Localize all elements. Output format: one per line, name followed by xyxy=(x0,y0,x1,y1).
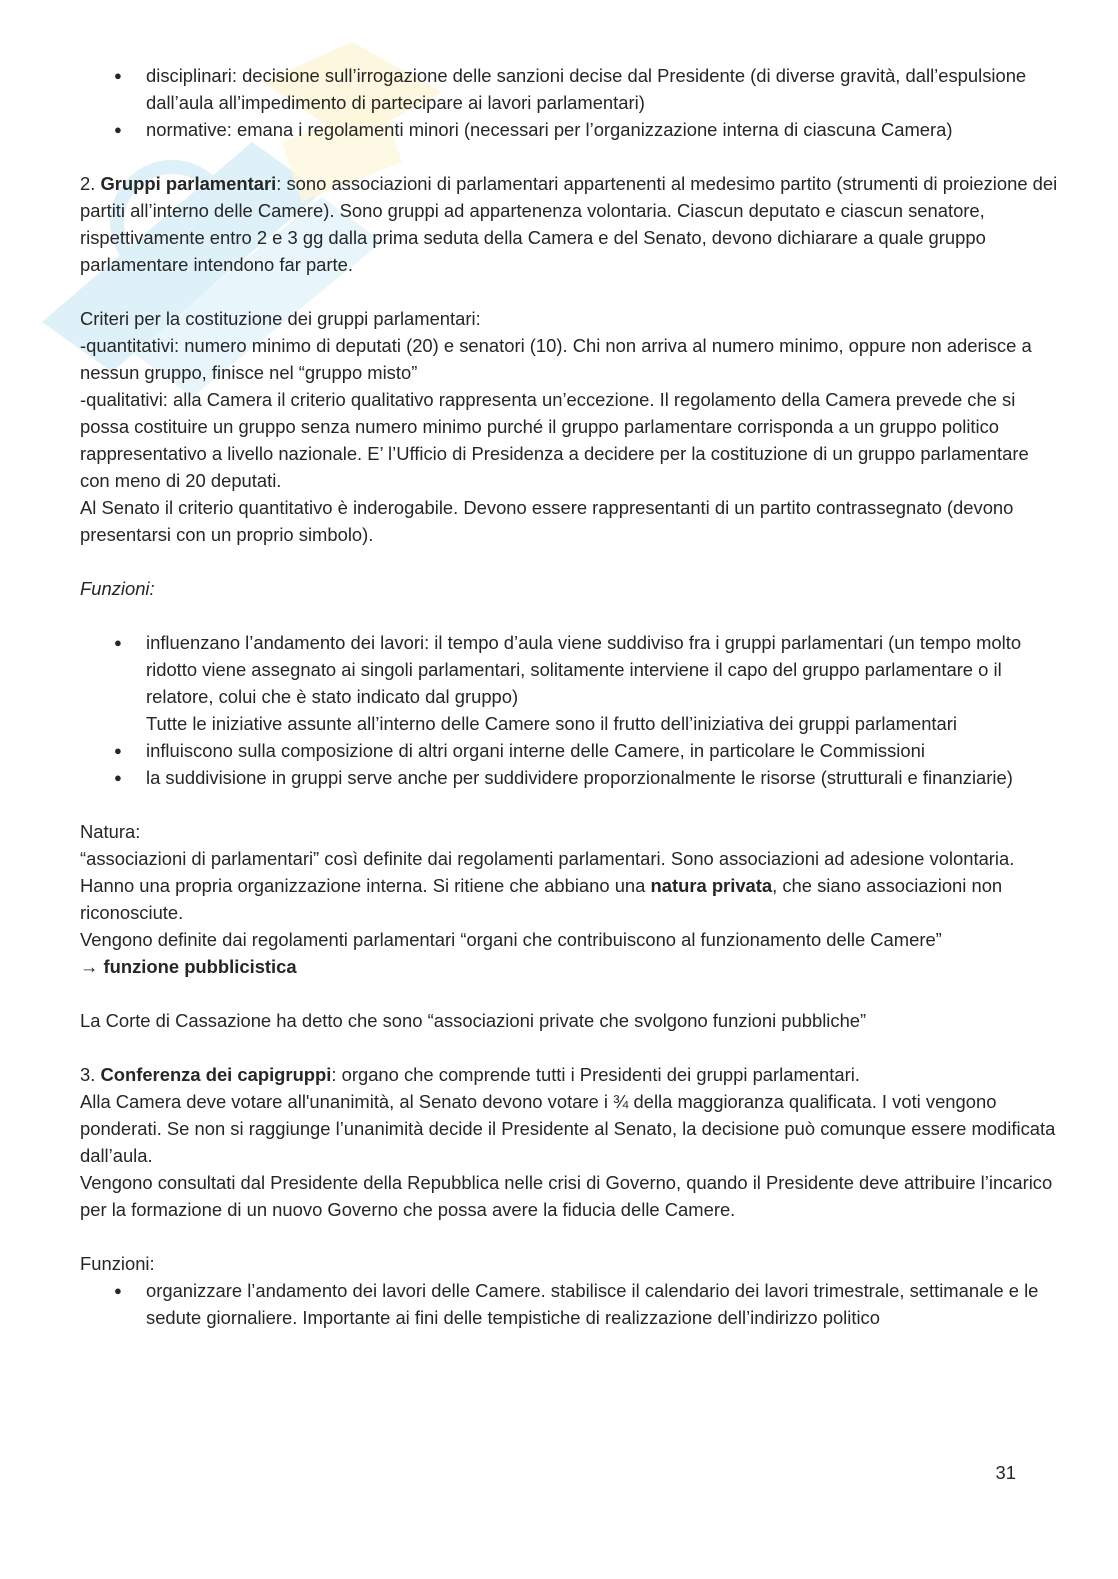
section-2-title: Gruppi parlamentari xyxy=(100,173,277,194)
cassation-note: La Corte di Cassazione ha detto che sono “associazioni private che svolgono funzioni pubbliche” xyxy=(80,1010,867,1031)
section-3-title: Conferenza dei capigruppi xyxy=(100,1064,332,1085)
senate-criteria: Al Senato il criterio quantitativo è inderogabile. Devono essere rappresentanti di un partito contrassegnato (devono presentarsi con un proprio simbolo). xyxy=(80,497,1014,545)
criteria-title: Criteri per la costituzione dei gruppi parlamentari: xyxy=(80,308,481,329)
nature-conclusion: → funzione pubblicistica xyxy=(80,956,297,977)
criteria-qualitative: -qualitativi: alla Camera il criterio qualitativo rappresenta un’eccezione. Il regolamento della Camera prevede che si possa costituire un gruppo senza numero minimo purché il gruppo parlamentare corrisponda a un gruppo politico rappresentativo a livello nazionale. E’ l’Ufficio di Presidenza a decidere per la costituzione di un gruppo parlamentare con meno di 20 deputati. xyxy=(80,389,1029,491)
functions-list xyxy=(80,629,1060,791)
list-item: ● normative: emana i regolamenti minori (necessari per l’organizzazione interna di ciascuna Camera) xyxy=(80,116,1060,143)
list-item: ● la suddivisione in gruppi serve anche per suddividere proporzionalmente le risorse (strutturali e finanziarie) xyxy=(80,764,1060,791)
section-3-voting: Alla Camera deve votare all'unanimità, al Senato devono votare i ¾ della maggioranza qualificata. I voti vengono ponderati. Se non si raggiunge l’unanimità decide il Presidente al Senato, la decisione può comunque essere modificata dall’aula. xyxy=(80,1091,1056,1166)
list-item: ● influenzano l’andamento dei lavori: il tempo d’aula viene suddiviso fra i gruppi parlamentari (un tempo molto ridotto viene assegnato ai singoli parlamentari, solitamente interviene il capo del gruppo parlamentare o il relatore, colui che è stato indicato dal gruppo) Tutte le iniziative assunte all’interno delle Camere sono il frutto dell’iniziativa dei gruppi parlamentari xyxy=(80,629,1060,737)
nature-heading: Natura: xyxy=(80,821,141,842)
list-item: ● disciplinari: decisione sull’irrogazione delle sanzioni decise dal Presidente (di diverse gravità, dall’espulsione dall’aula all’impedimento di partecipare ai lavori parlamentari) xyxy=(80,62,1060,116)
criteria-quantitative: -quantitativi: numero minimo di deputati (20) e senatori (10). Chi non arriva al numero minimo, oppure non aderisce a nessun gruppo, finisce nel “gruppo misto” xyxy=(80,335,1032,383)
page-number: 31 xyxy=(995,1462,1016,1483)
list-item: ● organizzare l’andamento dei lavori delle Camere. stabilisce il calendario dei lavori trimestrale, settimanale e le sedute giornaliere. Importante ai fini delle tempistiche di realizzazione dell’indirizzo politico xyxy=(80,1277,1060,1331)
section-3-consultation: Vengono consultati dal Presidente della Repubblica nelle crisi di Governo, quando il Presidente deve attribuire l’incarico per la formazione di un nuovo Governo che possa avere la fiducia delle Camere. xyxy=(80,1172,1053,1220)
top-bullet-list xyxy=(80,62,1060,143)
nature-text: “associazioni di parlamentari” così definite dai regolamenti parlamentari. Sono associazioni ad adesione volontaria. Hanno una propria organizzazione interna. Si ritiene che abbiano una natura privata, che siano associazioni non riconosciute. xyxy=(80,848,1015,923)
functions-heading: Funzioni: xyxy=(80,578,155,599)
document-page xyxy=(80,62,1060,1331)
functions-heading-2: Funzioni: xyxy=(80,1253,155,1274)
section-3-intro: 3. Conferenza dei capigruppi: organo che comprende tutti i Presidenti dei gruppi parlamentari. xyxy=(80,1064,860,1085)
functions-list-2 xyxy=(80,1277,1060,1331)
list-item: ● influiscono sulla composizione di altri organi interne delle Camere, in particolare le Commissioni xyxy=(80,737,1060,764)
nature-text-public: Vengono definite dai regolamenti parlamentari “organi che contribuiscono al funzionamento delle Camere” xyxy=(80,929,942,950)
section-2-intro: 2. Gruppi parlamentari: sono associazioni di parlamentari appartenenti al medesimo partito (strumenti di proiezione dei partiti all’interno delle Camere). Sono gruppi ad appartenenza volontaria. Ciascun deputato e ciascun senatore, rispettivamente entro 2 e 3 gg dalla prima seduta della Camera e del Senato, devono dichiarare a quale gruppo parlamentare intendono far parte. xyxy=(80,173,1058,275)
